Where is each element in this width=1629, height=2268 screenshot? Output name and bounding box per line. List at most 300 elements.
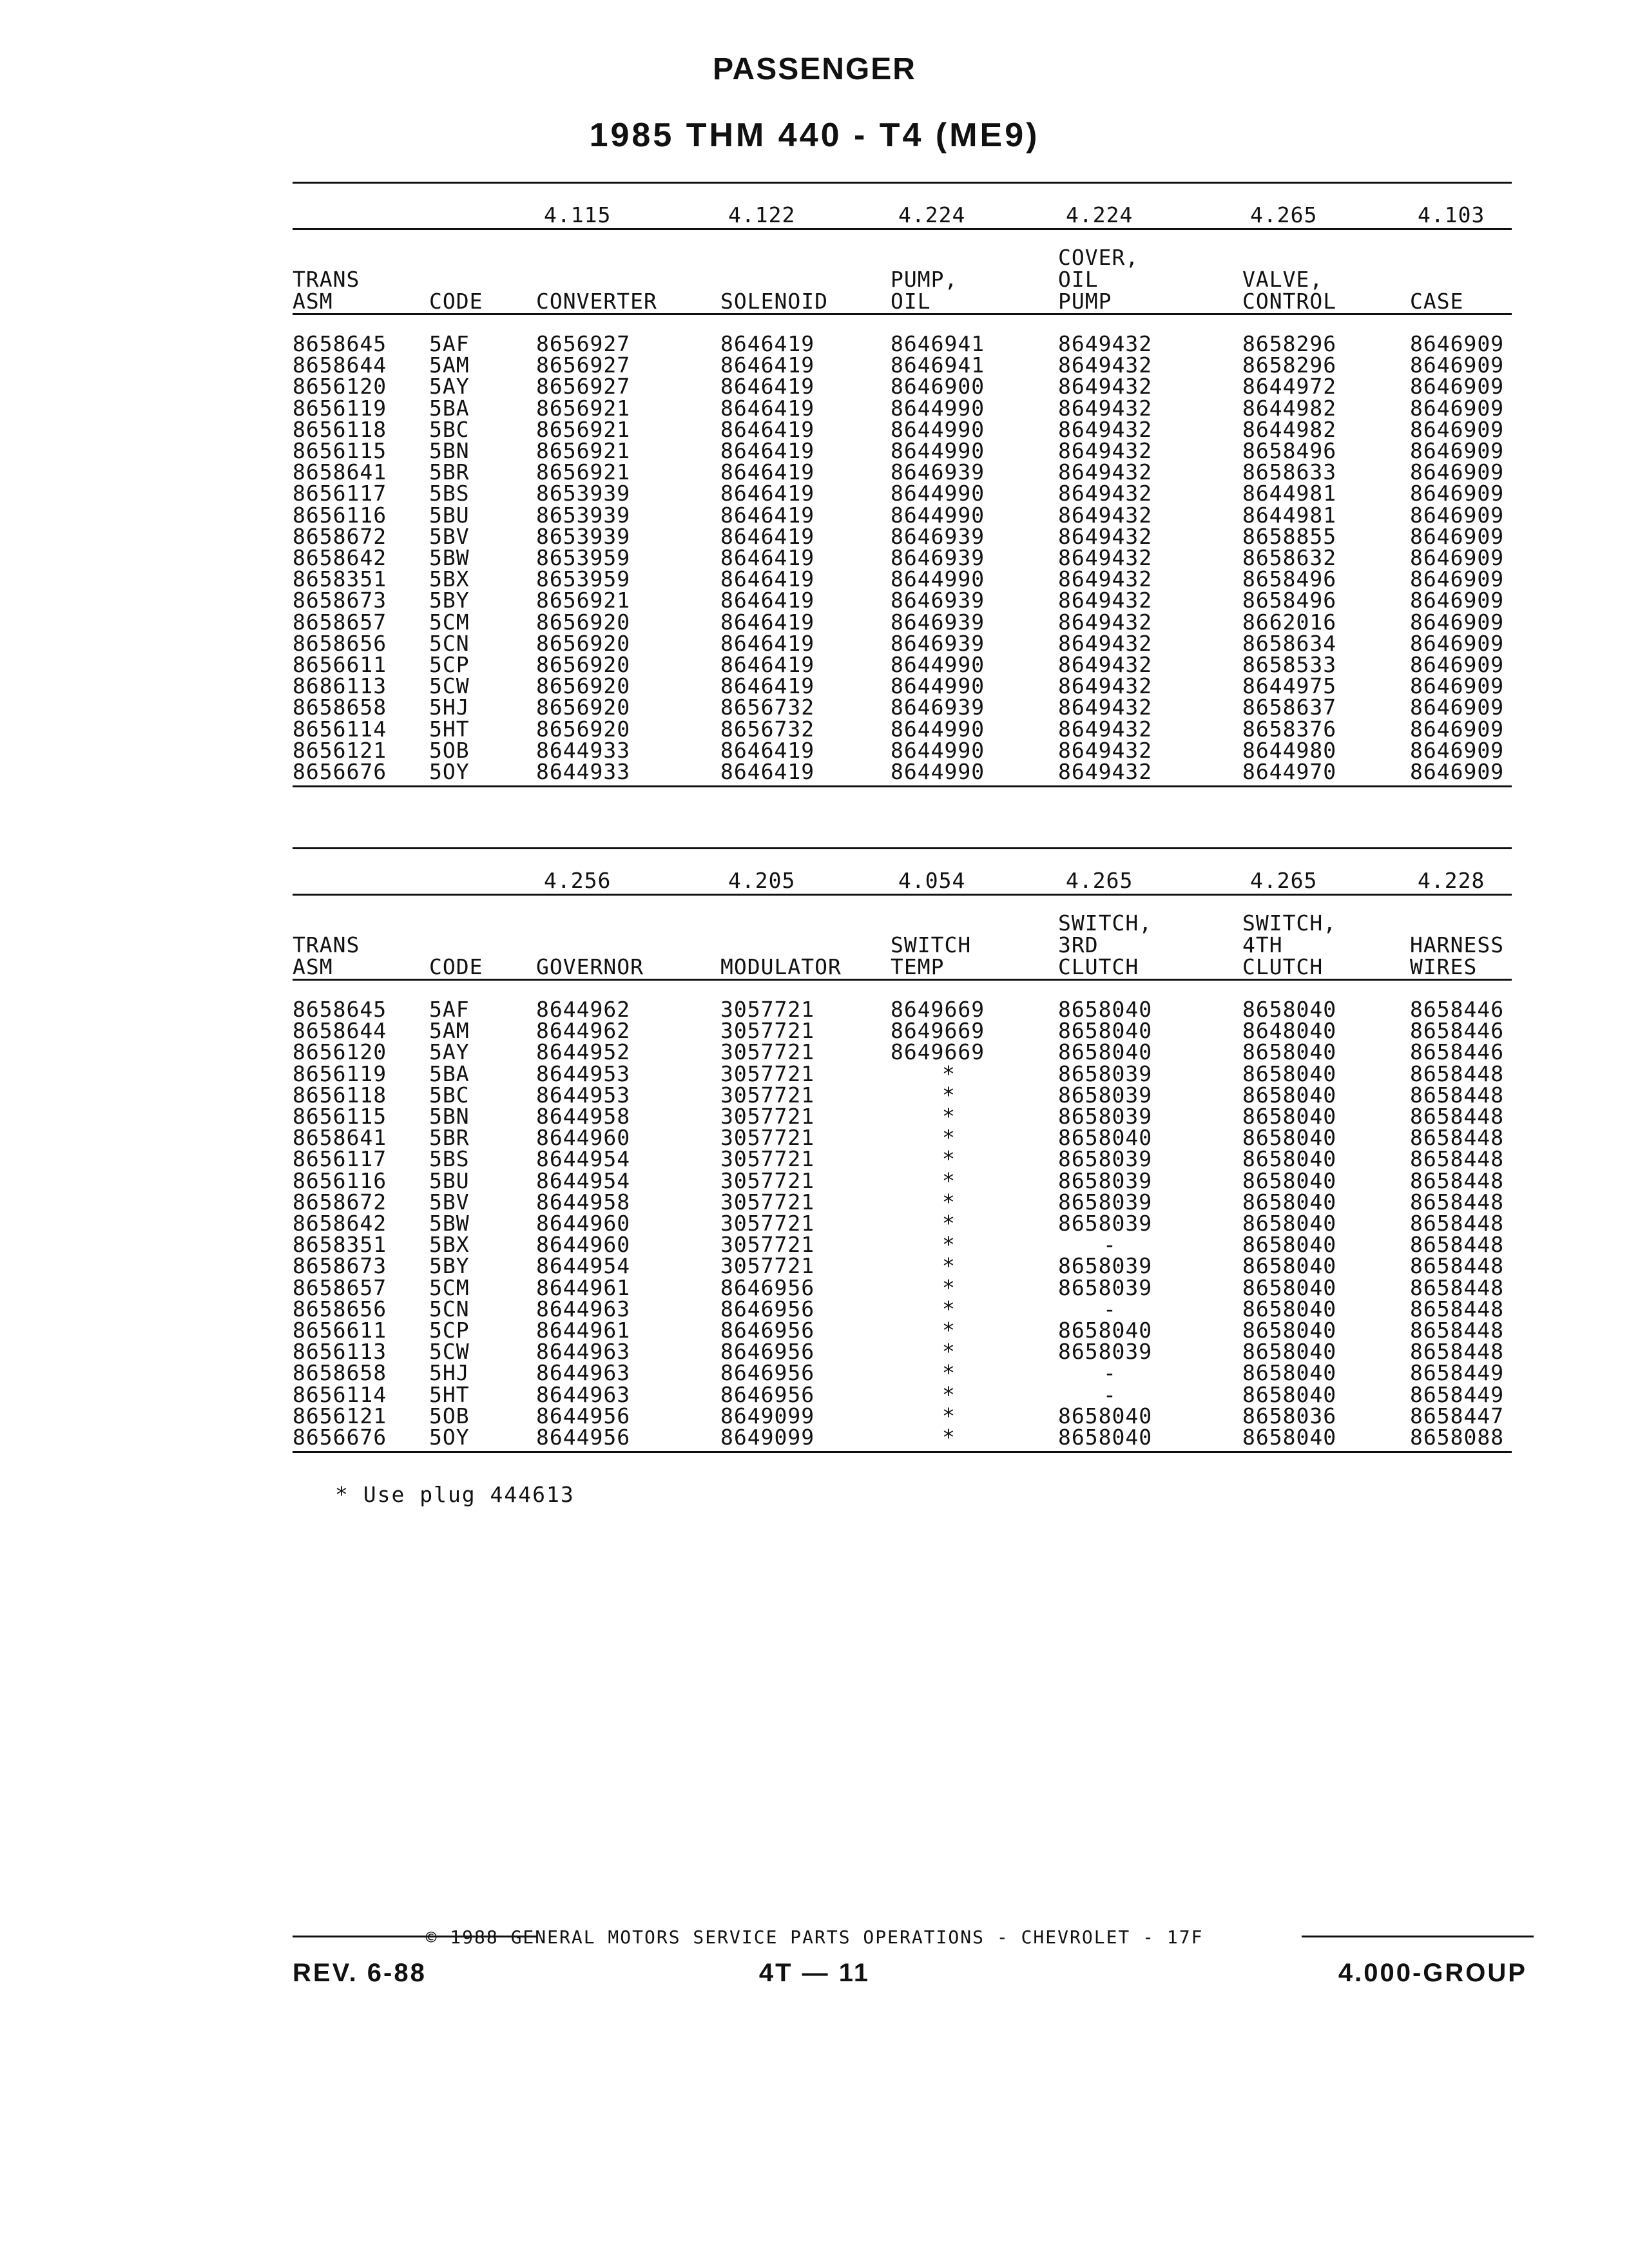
part-number-cell: 8649432 [1058,566,1153,592]
part-number-cell: 8644963 [536,1360,631,1386]
part-number-cell: 8649432 [1058,523,1153,549]
part-number-cell: 8649432 [1058,395,1153,421]
part-number-cell: - [1103,1232,1117,1258]
column-header: ASM [293,289,333,314]
part-number-cell: 8644982 [1242,416,1337,442]
part-number-cell: 8658039 [1058,1339,1153,1365]
part-number-cell: 8646909 [1410,374,1505,399]
part-number-cell: 8646419 [720,630,815,656]
trans-asm-cell: 8656116 [293,1168,387,1193]
part-number-cell: 8653959 [536,545,631,570]
group-label: 4.000-GROUP [1338,1959,1527,1987]
part-number-cell: * [942,1125,956,1151]
column-header: 4TH [1242,932,1283,957]
part-number-cell: 8658039 [1058,1104,1153,1129]
part-number-cell: 3057721 [720,1211,815,1236]
part-number-cell: 8646419 [720,588,815,613]
part-number-cell: 8658040 [1058,1425,1153,1450]
part-number-cell: 8658040 [1058,1039,1153,1065]
part-number-cell: 3057721 [720,1082,815,1108]
trans-asm-cell: 8656121 [293,1403,387,1428]
part-number-cell: 8658040 [1058,1403,1153,1428]
part-number-cell: 8653939 [536,481,631,506]
header-rule [293,979,1512,981]
part-number-cell: 8658040 [1242,1211,1337,1236]
part-number-cell: 8649432 [1058,459,1153,485]
trans-asm-cell: 8656113 [293,1339,387,1365]
part-number-cell: 8644952 [536,1039,631,1065]
part-number-cell: 8646909 [1410,459,1505,485]
part-number-cell: 8646909 [1410,716,1505,742]
page-title: 1985 THM 440 - T4 (ME9) [589,117,1040,154]
column-header: HARNESS [1410,932,1505,957]
trans-asm-cell: 8658673 [293,1253,387,1279]
part-number-cell: 8646419 [720,438,815,463]
part-number-cell: 8646909 [1410,438,1505,463]
part-number-cell: * [942,1168,956,1193]
trans-asm-cell: 8658672 [293,1189,387,1215]
part-number-cell: 8656927 [536,352,631,378]
part-number-cell: 8658039 [1058,1082,1153,1108]
part-number-cell: 8658447 [1410,1403,1505,1428]
part-number-cell: 8658036 [1242,1403,1337,1428]
part-number-cell: 8656920 [536,630,631,656]
code-cell: 5AM [429,352,470,378]
part-number-cell: 8646956 [720,1296,815,1321]
part-number-cell: * [942,1253,956,1279]
trans-asm-cell: 8658656 [293,630,387,656]
group-code: 4.228 [1418,868,1485,893]
group-code: 4.265 [1066,868,1133,893]
part-number-cell: 3057721 [720,1232,815,1258]
part-number-cell: 8656921 [536,588,631,613]
part-number-cell: 8644958 [536,1104,631,1129]
part-number-cell: * [942,1403,956,1428]
part-number-cell: 8658039 [1058,1061,1153,1086]
code-cell: 5BX [429,1232,470,1258]
group-code: 4.122 [728,202,796,227]
trans-asm-cell: 8656676 [293,759,387,784]
trans-asm-cell: 8656120 [293,1039,387,1065]
part-number-cell: 8646419 [720,566,815,592]
part-number-cell: 3057721 [720,997,815,1022]
trans-asm-cell: 8658641 [293,459,387,485]
part-number-cell: 3057721 [720,1061,815,1086]
part-number-cell: 8646419 [720,673,815,699]
part-number-cell: 8644975 [1242,673,1337,699]
code-cell: 5OB [429,737,470,763]
code-cell: 5HT [429,1381,470,1407]
part-number-cell: 8658040 [1242,997,1337,1022]
column-header: WIRES [1410,954,1478,979]
code-cell: 5BV [429,523,470,549]
trans-asm-cell: 8658658 [293,695,387,720]
part-number-cell: 3057721 [720,1018,815,1044]
part-number-cell: 8646956 [720,1381,815,1407]
code-cell: 5AM [429,1018,470,1044]
part-number-cell: 8658496 [1242,588,1337,613]
part-number-cell: 8658039 [1058,1189,1153,1215]
code-cell: 5BU [429,1168,470,1193]
part-number-cell: * [942,1232,956,1258]
part-number-cell: 8644990 [891,716,985,742]
part-number-cell: 8646909 [1410,630,1505,656]
code-cell: 5CW [429,673,470,699]
part-number-cell: 8658376 [1242,716,1337,742]
code-cell: 5BW [429,545,470,570]
part-number-cell: 8658446 [1410,1018,1505,1044]
part-number-cell: 8649432 [1058,545,1153,570]
part-number-cell: - [1103,1296,1117,1321]
part-number-cell: 8644954 [536,1146,631,1172]
part-number-cell: 8646939 [891,609,985,635]
part-number-cell: 8644980 [1242,737,1337,763]
part-number-cell: 8644982 [1242,395,1337,421]
trans-asm-cell: 8658656 [293,1296,387,1321]
part-number-cell: 8649432 [1058,695,1153,720]
trans-asm-cell: 8656118 [293,1082,387,1108]
part-number-cell: 8646909 [1410,331,1505,356]
part-number-cell: 8658296 [1242,352,1337,378]
group-code: 4.224 [898,202,966,227]
part-number-cell: 8649432 [1058,502,1153,528]
trans-asm-cell: 8658351 [293,1232,387,1258]
part-number-cell: 8646909 [1410,588,1505,613]
part-number-cell: 8649432 [1058,416,1153,442]
part-number-cell: 8656920 [536,716,631,742]
code-cell: 5BS [429,481,470,506]
part-number-cell: 3057721 [720,1189,815,1215]
column-header: GOVERNOR [536,954,644,979]
trans-asm-cell: 8656116 [293,502,387,528]
code-cell: 5BY [429,588,470,613]
part-number-cell: 8646419 [720,609,815,635]
trans-asm-cell: 8658645 [293,331,387,356]
trans-asm-cell: 8658657 [293,609,387,635]
part-number-cell: 8658448 [1410,1274,1505,1300]
trans-asm-cell: 8656611 [293,652,387,677]
part-number-cell: 8649432 [1058,630,1153,656]
part-number-cell: 8644990 [891,502,985,528]
code-cell: 5AY [429,1039,470,1065]
part-number-cell: 8658040 [1242,1318,1337,1343]
part-number-cell: 8646909 [1410,566,1505,592]
part-number-cell: 8649669 [891,1018,985,1044]
part-number-cell: 8658296 [1242,331,1337,356]
part-number-cell: 8644933 [536,737,631,763]
part-number-cell: 8646909 [1410,352,1505,378]
part-number-cell: 8646909 [1410,695,1505,720]
part-number-cell: 8656732 [720,716,815,742]
code-cell: 5BA [429,395,470,421]
revision-label: REV. 6-88 [293,1959,427,1987]
code-cell: 5CP [429,1318,470,1343]
code-cell: 5CM [429,609,470,635]
part-number-cell: 8658448 [1410,1318,1505,1343]
column-header: TEMP [891,954,945,979]
group-code: 4.054 [898,868,966,893]
column-header: SWITCH, [1058,910,1153,936]
column-header: CLUTCH [1242,954,1324,979]
part-number-cell: 8658040 [1242,1232,1337,1258]
trans-asm-cell: 8656120 [293,374,387,399]
part-number-cell: 8646956 [720,1318,815,1343]
part-number-cell: 3057721 [720,1039,815,1065]
code-cell: 5BR [429,1125,470,1151]
part-number-cell: 8658632 [1242,545,1337,570]
part-number-cell: 8658040 [1058,1018,1153,1044]
trans-asm-cell: 8656121 [293,737,387,763]
trans-asm-cell: 8658658 [293,1360,387,1386]
bottom-rule [293,1451,1512,1453]
column-header: MODULATOR [720,954,842,979]
part-number-cell: 8644981 [1242,502,1337,528]
column-header: CLUTCH [1058,954,1139,979]
part-number-cell: 8649432 [1058,331,1153,356]
trans-asm-cell: 8656611 [293,1318,387,1343]
code-cell: 5AF [429,997,470,1022]
part-number-cell: 8646419 [720,416,815,442]
part-number-cell: * [942,1082,956,1108]
part-number-cell: 8656921 [536,395,631,421]
part-number-cell: 8644960 [536,1211,631,1236]
part-number-cell: 8644961 [536,1318,631,1343]
part-number-cell: 8658040 [1242,1039,1337,1065]
top-rule [293,182,1512,184]
part-number-cell: 8658448 [1410,1339,1505,1365]
part-number-cell: 8644990 [891,438,985,463]
code-cell: 5AF [429,331,470,356]
part-number-cell: 8658855 [1242,523,1337,549]
part-number-cell: 8644963 [536,1381,631,1407]
part-number-cell: 8644972 [1242,374,1337,399]
part-number-cell: 8658448 [1410,1253,1505,1279]
part-number-cell: - [1103,1381,1117,1407]
trans-asm-cell: 8656117 [293,1146,387,1172]
column-header: ASM [293,954,333,979]
part-number-cell: 8658637 [1242,695,1337,720]
trans-asm-cell: 8658351 [293,566,387,592]
trans-asm-cell: 8658657 [293,1274,387,1300]
column-header: OIL [1058,267,1099,292]
code-cell: 5CW [429,1339,470,1365]
part-number-cell: 8656920 [536,609,631,635]
code-cell: 5CN [429,1296,470,1321]
part-number-cell: 8646909 [1410,481,1505,506]
parts-table-1 [293,182,1512,794]
part-number-cell: 8649669 [891,1039,985,1065]
part-number-cell: 8646939 [891,630,985,656]
part-number-cell: 8658448 [1410,1146,1505,1172]
part-number-cell: 8658633 [1242,459,1337,485]
part-number-cell: 8658088 [1410,1425,1505,1450]
trans-asm-cell: 8658645 [293,997,387,1022]
part-number-cell: 8658040 [1242,1168,1337,1193]
part-number-cell: 8658040 [1242,1082,1337,1108]
part-number-cell: 8646956 [720,1339,815,1365]
column-header: CODE [429,954,483,979]
code-cell: 5BY [429,1253,470,1279]
part-number-cell: 8649432 [1058,673,1153,699]
column-header: CODE [429,289,483,314]
bottom-rule [293,785,1512,787]
part-number-cell: 8644990 [891,673,985,699]
part-number-cell: 8646939 [891,545,985,570]
part-number-cell: 8646419 [720,331,815,356]
column-header: SOLENOID [720,289,828,314]
group-code: 4.256 [544,868,612,893]
part-number-cell: 8658040 [1058,1318,1153,1343]
column-header: OIL [891,289,931,314]
part-number-cell: 8646939 [891,588,985,613]
part-number-cell: 8649432 [1058,737,1153,763]
part-number-cell: 8656732 [720,695,815,720]
part-number-cell: 8644953 [536,1061,631,1086]
part-number-cell: 8658040 [1242,1061,1337,1086]
part-number-cell: 8658039 [1058,1168,1153,1193]
part-number-cell: 8646909 [1410,673,1505,699]
part-number-cell: 8646419 [720,374,815,399]
part-number-cell: 8646419 [720,481,815,506]
part-number-cell: 8646939 [891,695,985,720]
part-number-cell: 8658449 [1410,1360,1505,1386]
part-number-cell: * [942,1425,956,1450]
group-code: 4.115 [544,202,612,227]
code-cell: 5OY [429,1425,470,1450]
part-number-cell: 8644960 [536,1125,631,1151]
trans-asm-cell: 8656119 [293,1061,387,1086]
group-code: 4.224 [1066,202,1133,227]
part-number-cell: * [942,1061,956,1086]
part-number-cell: 8644963 [536,1339,631,1365]
column-header: CONVERTER [536,289,657,314]
part-number-cell: 8656920 [536,652,631,677]
part-number-cell: 8646956 [720,1274,815,1300]
part-number-cell: 8646419 [720,759,815,784]
part-number-cell: 8649432 [1058,759,1153,784]
part-number-cell: 8646909 [1410,502,1505,528]
column-header: CONTROL [1242,289,1337,314]
part-number-cell: 8649432 [1058,352,1153,378]
column-header: TRANS [293,932,360,957]
part-number-cell: 8658448 [1410,1189,1505,1215]
part-number-cell: 8646956 [720,1360,815,1386]
part-number-cell: 8658496 [1242,438,1337,463]
part-number-cell: 8656927 [536,331,631,356]
part-number-cell: 8644954 [536,1168,631,1193]
code-cell: 5BU [429,502,470,528]
code-cell: 5BX [429,566,470,592]
code-cell: 5CP [429,652,470,677]
column-header: PUMP, [891,267,958,292]
part-number-cell: * [942,1296,956,1321]
part-number-cell: 8646909 [1410,759,1505,784]
part-number-cell: 8644990 [891,416,985,442]
part-number-cell: 8653939 [536,523,631,549]
trans-asm-cell: 8656114 [293,1381,387,1407]
part-number-cell: 8658040 [1242,1274,1337,1300]
code-cell: 5BW [429,1211,470,1236]
part-number-cell: 8658448 [1410,1125,1505,1151]
column-header: SWITCH [891,932,972,957]
part-number-cell: 8644956 [536,1403,631,1428]
part-number-cell: 8646419 [720,523,815,549]
column-header: SWITCH, [1242,910,1337,936]
trans-asm-cell: 8658642 [293,545,387,570]
part-number-cell: 8644953 [536,1082,631,1108]
part-number-cell: 8644970 [1242,759,1337,784]
code-cell: 5CN [429,630,470,656]
column-header: PUMP [1058,289,1112,314]
part-number-cell: 8646419 [720,737,815,763]
part-number-cell: 8658448 [1410,1296,1505,1321]
part-number-cell: - [1103,1360,1117,1386]
code-cell: 5BS [429,1146,470,1172]
part-number-cell: 8644990 [891,481,985,506]
part-number-cell: * [942,1274,956,1300]
part-number-cell: * [942,1104,956,1129]
group-code: 4.103 [1418,202,1485,227]
part-number-cell: 8658448 [1410,1168,1505,1193]
trans-asm-cell: 8656114 [293,716,387,742]
part-number-cell: 8658040 [1242,1339,1337,1365]
part-number-cell: 8662016 [1242,609,1337,635]
part-number-cell: 8658040 [1242,1189,1337,1215]
part-number-cell: 8646909 [1410,652,1505,677]
part-number-cell: 8658448 [1410,1082,1505,1108]
group-code: 4.265 [1250,868,1318,893]
code-cell: 5BR [429,459,470,485]
part-number-cell: 8644933 [536,759,631,784]
section-title: PASSENGER [713,52,916,86]
trans-asm-cell: 8686113 [293,673,387,699]
part-number-cell: 8644990 [891,737,985,763]
part-number-cell: 8658039 [1058,1146,1153,1172]
part-number-cell: 8658446 [1410,997,1505,1022]
part-number-cell: 8646909 [1410,523,1505,549]
code-cell: 5BV [429,1189,470,1215]
part-number-cell: 8646419 [720,545,815,570]
code-cell: 5OB [429,1403,470,1428]
part-number-cell: 8646941 [891,352,985,378]
part-number-cell: * [942,1381,956,1407]
part-number-cell: 8644981 [1242,481,1337,506]
part-number-cell: 8644990 [891,759,985,784]
part-number-cell: 8644958 [536,1189,631,1215]
group-code: 4.205 [728,868,796,893]
part-number-cell: 8658448 [1410,1104,1505,1129]
code-cell: 5HJ [429,695,470,720]
trans-asm-cell: 8656115 [293,438,387,463]
trans-asm-cell: 8658644 [293,352,387,378]
code-cell: 5HT [429,716,470,742]
part-number-cell: 8649669 [891,997,985,1022]
part-number-cell: 8646900 [891,374,985,399]
part-number-cell: 8649099 [720,1425,815,1450]
trans-asm-cell: 8658641 [293,1125,387,1151]
part-number-cell: * [942,1146,956,1172]
part-number-cell: 8658039 [1058,1211,1153,1236]
part-number-cell: 3057721 [720,1146,815,1172]
column-header: CASE [1410,289,1464,314]
part-number-cell: 8656920 [536,695,631,720]
part-number-cell: 8646419 [720,459,815,485]
part-number-cell: 8644956 [536,1425,631,1450]
part-number-cell: 8649432 [1058,652,1153,677]
part-number-cell: 8658040 [1242,1146,1337,1172]
code-cell: 5OY [429,759,470,784]
part-number-cell: 8658496 [1242,566,1337,592]
